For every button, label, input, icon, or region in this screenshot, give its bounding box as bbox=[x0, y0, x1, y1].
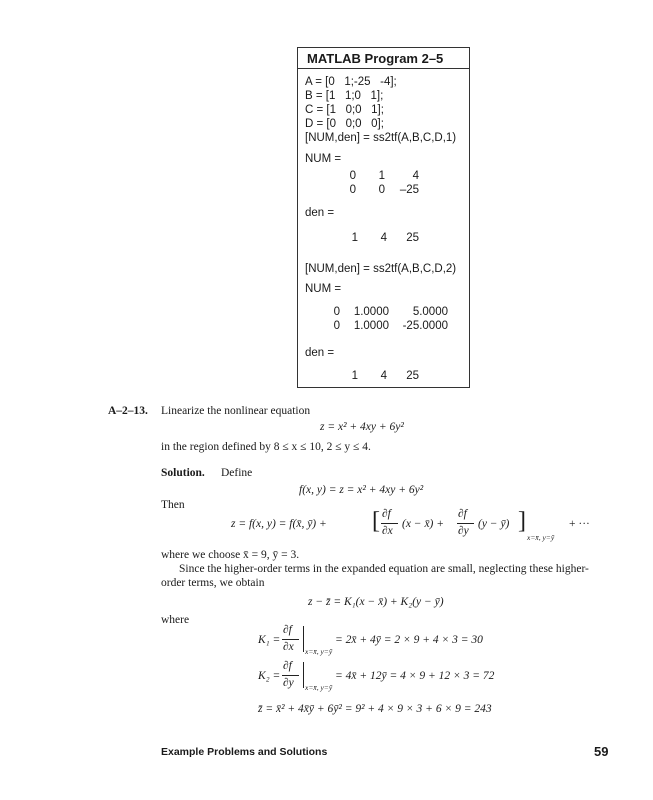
paragraph-line-1: Since the higher-order terms in the expanded equation are small, neglecting these higher- bbox=[179, 563, 589, 575]
den2-c2: 4 bbox=[380, 370, 387, 382]
k2-label: K₂ = bbox=[258, 670, 281, 682]
num2-r2-c1: 0 bbox=[333, 320, 340, 332]
taylor-lhs: z = f(x, y) = f(x̄, ȳ) + bbox=[231, 518, 327, 530]
taylor-tail: + ··· bbox=[569, 518, 590, 530]
k2-fraction-bar bbox=[282, 675, 299, 676]
dfdx-num: ∂f bbox=[382, 508, 391, 520]
num2-r1-c2: 1.0000 bbox=[353, 306, 389, 318]
dfdy-den: ∂y bbox=[458, 525, 469, 537]
k1-den: ∂x bbox=[283, 641, 294, 653]
den-label-1: den = bbox=[305, 207, 335, 219]
problem-label: A–2–13. bbox=[108, 405, 148, 417]
k1-eval-bar bbox=[303, 626, 304, 652]
dfdx-fraction-bar bbox=[381, 523, 398, 524]
num2-r2-c3: -25.0000 bbox=[402, 320, 448, 332]
matlab-program-title: MATLAB Program 2–5 bbox=[307, 51, 444, 66]
k1-fraction-bar bbox=[282, 639, 299, 640]
linearized-equation: z − z̄ = K₁(x − x̄) + K₂(y − ȳ) bbox=[308, 596, 444, 608]
den1-c2: 4 bbox=[380, 232, 387, 244]
where-text: where bbox=[161, 614, 190, 626]
k1-value: = 2x̄ + 4ȳ = 2 × 9 + 4 × 3 = 30 bbox=[335, 634, 483, 646]
taylor-term1: (x − x̄) + bbox=[402, 518, 445, 530]
num2-r1-c1: 0 bbox=[333, 306, 340, 318]
k2-den: ∂y bbox=[283, 677, 294, 689]
right-bracket: ] bbox=[518, 508, 526, 534]
taylor-term2: (y − ȳ) bbox=[478, 518, 510, 530]
k1-label: K₁ = bbox=[258, 634, 281, 646]
den1-c3: 25 bbox=[406, 232, 419, 244]
solution-text: Define bbox=[221, 467, 253, 479]
define-equation: f(x, y) = z = x² + 4xy + 6y² bbox=[299, 484, 424, 496]
num2-r1-c3: 5.0000 bbox=[412, 306, 448, 318]
den-label-2: den = bbox=[305, 347, 335, 359]
num1-r2-c2: 0 bbox=[378, 184, 385, 196]
zbar-equation: z̄ = x̄² + 4x̄ȳ + 6ȳ² = 9² + 4 × 9 × 3 + 6 × 9 = 243 bbox=[258, 703, 492, 715]
k1-subscript: x=x̄, y=ȳ bbox=[305, 647, 333, 656]
code-line-2: B = [1 1;0 1]; bbox=[305, 90, 384, 102]
dfdy-fraction-bar bbox=[457, 523, 474, 524]
num1-r2-c1: 0 bbox=[349, 184, 356, 196]
nonlinear-equation: z = x² + 4xy + 6y² bbox=[320, 421, 404, 433]
paragraph-line-2: order terms, we obtain bbox=[161, 577, 265, 589]
matlab-title-divider bbox=[297, 68, 470, 69]
k2-subscript: x=x̄, y=ȳ bbox=[305, 683, 333, 692]
then-text: Then bbox=[161, 499, 185, 511]
code-line-3: C = [1 0;0 1]; bbox=[305, 104, 384, 116]
den1-c1: 1 bbox=[351, 232, 358, 244]
num-label-1: NUM = bbox=[305, 153, 342, 165]
code-line-5: [NUM,den] = ss2tf(A,B,C,D,1) bbox=[305, 132, 457, 144]
code-line-4: D = [0 0;0 0]; bbox=[305, 118, 384, 130]
k2-num: ∂f bbox=[283, 660, 292, 672]
den2-c3: 25 bbox=[406, 370, 419, 382]
k2-value: = 4x̄ + 12ȳ = 4 × 9 + 12 × 3 = 72 bbox=[335, 670, 495, 682]
problem-statement: Linearize the nonlinear equation bbox=[161, 405, 311, 417]
region-text: in the region defined by 8 ≤ x ≤ 10, 2 ≤ y ≤ 4. bbox=[161, 441, 371, 453]
footer-section-title: Example Problems and Solutions bbox=[161, 746, 328, 758]
num1-r1-c2: 1 bbox=[378, 170, 385, 182]
code-line-1: A = [0 1;-25 -4]; bbox=[305, 76, 397, 88]
choose-text: where we choose x̄ = 9, ȳ = 3. bbox=[161, 549, 300, 561]
dfdx-den: ∂x bbox=[382, 525, 393, 537]
code-call-2: [NUM,den] = ss2tf(A,B,C,D,2) bbox=[305, 263, 457, 275]
taylor-eval-subscript: x=x̄, y=ȳ bbox=[527, 533, 555, 542]
num2-r2-c2: 1.0000 bbox=[353, 320, 389, 332]
page-number: 59 bbox=[594, 744, 609, 759]
left-bracket: [ bbox=[372, 508, 380, 534]
dfdy-num: ∂f bbox=[458, 508, 467, 520]
k1-num: ∂f bbox=[283, 624, 292, 636]
k2-eval-bar bbox=[303, 662, 304, 688]
num-label-2: NUM = bbox=[305, 283, 342, 295]
num1-r1-c3: 4 bbox=[412, 170, 419, 182]
num1-r2-c3: –25 bbox=[399, 184, 419, 196]
num1-r1-c1: 0 bbox=[349, 170, 356, 182]
solution-label: Solution. bbox=[161, 467, 205, 479]
den2-c1: 1 bbox=[351, 370, 358, 382]
